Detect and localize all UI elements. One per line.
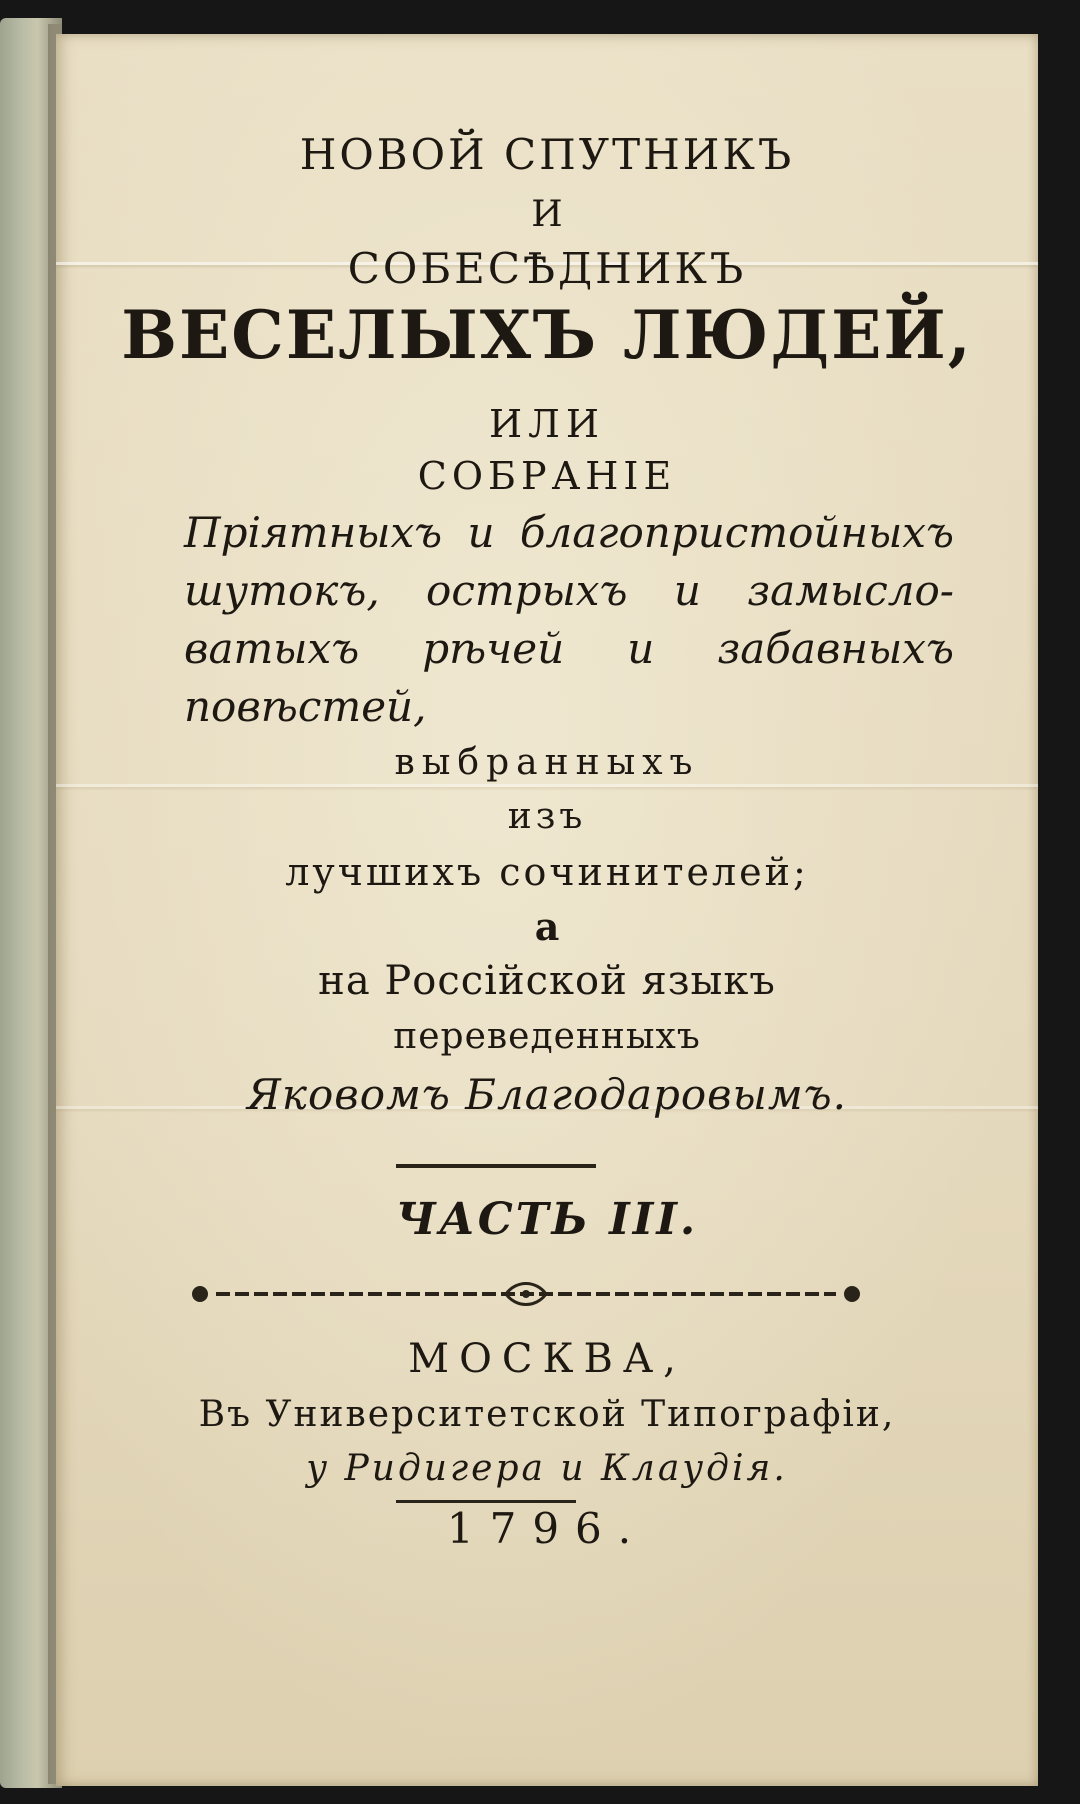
subtitle-line-1 [184,508,954,557]
authors-line: лучшихъ сочинителей; [285,850,809,894]
subtitle-word: и [627,624,655,673]
subtitle-line-3 [184,624,954,673]
language-line: на Россійской языкъ [318,958,776,1004]
title-collection: СОБРАНІЕ [417,454,677,498]
title-line-1: НОВОЙ СПУТНИКЪ [299,130,795,179]
printer: Въ Университетской Типографіи, [198,1394,896,1435]
title-conjunction: И [531,194,563,235]
subtitle-line-4: повѣстей, [184,682,427,731]
title-line-3: СОБЕСѢДНИКЪ [347,244,747,293]
year: 1796. [446,1504,648,1553]
subtitle-word: и [673,566,701,615]
subtitle-word: забавныхъ [717,624,954,673]
printer-names: у Ридигера и Клаудія. [306,1448,788,1489]
translated-line: переведенныхъ [393,1016,701,1057]
ornament-rule [176,1274,876,1314]
city: МОСКВА, [408,1336,686,1382]
subtitle-word: острыхъ [426,566,628,615]
subtitle-word: благопристойныхъ [519,508,954,557]
subtitle-word: замысло- [747,566,954,615]
subtitle-word: шутокъ, [184,566,380,615]
from-line: изъ [507,796,587,837]
subtitle-word: рѣчей [422,624,565,673]
divider-rule [396,1164,596,1168]
title-main: ВЕСЕЛЫХЪ ЛЮДЕЙ, [121,296,973,374]
subtitle-word: и [467,508,495,557]
subtitle-word: Пріятныхъ [184,508,443,557]
part-number: ЧАСТЬ III. [395,1194,699,1245]
title-page [56,34,1038,1786]
year-rule [396,1500,576,1503]
subtitle-line-2 [184,566,954,615]
translator-name: Яковомъ Благодаровымъ. [247,1070,847,1119]
and-line: а [534,904,560,949]
selected-line: выбранныхъ [394,742,700,783]
subtitle-word: ватыхъ [184,624,360,673]
paper-crease [56,784,1038,787]
title-or: ИЛИ [489,402,605,446]
